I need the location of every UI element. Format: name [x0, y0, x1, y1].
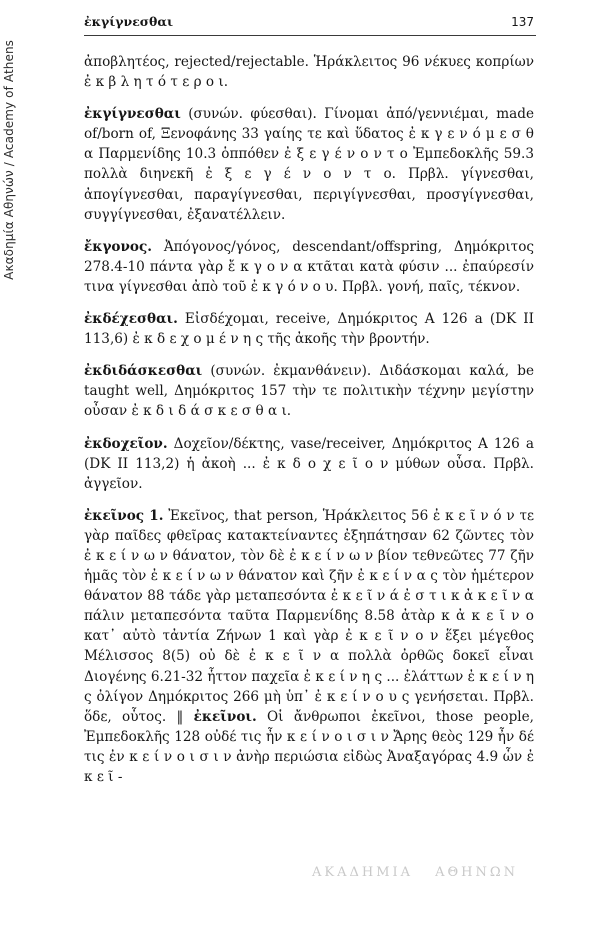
entry-text: Εἰσδέχομαι, receive, Δημόκριτος Α 126 a (DK II 113,6) ἐ κ δ ε χ ο μ έ ν η ς τῆς ἀκοῆς τὴν βροντήν.: [84, 311, 534, 348]
entry-text: Δοχεῖον/δέκτης, vase/receiver, Δημόκριτος Α 126 a (DK II 113,2) ἡ ἀκοὴ ... ἐ κ δ ο χ ε ῖ ο ν μύθων οὖσα. Πρβλ. ἀγγεῖον.: [84, 435, 534, 492]
entry-text: Ἐκεῖνος, that person, Ἡράκλειτος 56 ἐ κ ε ῖ ν ό ν τε γὰρ παῖδες φθεῖρας κατακτείναντες ἐξηπάτησαν 62 ζῶντες τὸν ἐ κ ε ί ν ω ν θάνατον, τὸν δὲ ἐ κ ε ί ν ω ν βίον τεθνεῶτες 77 ζῆν ἡμᾶς τὸν ἐ κ ε ί ν ω ν θάνατον καὶ ζῆν ἐ κ ε ί ν α ς τὸν ἡμέτερον θάνατον 88 τάδε γὰρ μεταπεσόντα ἐ κ ε ῖ ν ά ἐ σ τ ι κ ἀ κ ε ῖ ν α πάλιν μεταπεσόντα ταῦτα Παρμενίδης 8.58 ἀτὰρ κ ἀ κ ε ῖ ν ο κατ᾽ αὐτὸ τἀντία Ζήνων 1 καὶ γὰρ ἐ κ ε ῖ ν ο ν ἕξει μέγεθος Μέλισσος 8(5) οὐ δὲ ἐ κ ε ῖ ν α πολλὰ ὀρθῶς δοκεῖ εἶναι Διογένης 6.21-32 ἧττον παχεῖα ἐ κ ε ί ν η ς ... ἐλάττων ἐ κ ε ί ν η ς ὀλίγον Δημόκριτος 266 μὴ ὑπ᾽ ἐ κ ε ί ν ο υ ς γενήσεται. Πρβλ. ὅδε, οὗτος. ‖: [84, 507, 535, 725]
entry-ekgignesthai: [84, 104, 534, 225]
dictionary-body: [84, 52, 534, 799]
watermark: [312, 865, 540, 880]
page-number: 137: [511, 15, 534, 29]
entry-ekdechesthai: [84, 309, 534, 349]
running-head: [84, 14, 534, 32]
watermark-right: ΑΘΗΝΩΝ: [435, 865, 518, 880]
watermark-left: ΑΚΑΔΗΜΙΑ: [312, 865, 414, 880]
headword: ἐκδιδάσκεσθαι: [84, 363, 203, 380]
entry-ekgonos: [84, 237, 534, 297]
entry-text: Ἀπόγονος/γόνος, descendant/offspring, Δημόκριτος 278.4-10 πάντα γὰρ ἔ κ γ ο ν α κτᾶται κατὰ φύσιν ... ἐπαύρεσίν τινα γίγνεσθαι ἀπὸ τοῦ ἐ κ γ ό ν ο υ. Πρβλ. γονή, παῖς, τέκνον.: [84, 238, 534, 295]
headword: ἐκγίγνεσθαι: [84, 106, 181, 123]
entry-text: (συνών. ἐκμανθάνειν). Διδάσκομαι καλά, be taught well, Δημόκριτος 157 τὴν τε πολιτικὴν τέχνην μεγίστην οὖσαν ἐ κ δ ι δ ά σ κ ε σ θ α ι.: [84, 363, 534, 420]
headword: ἐκδοχεῖον.: [84, 435, 168, 452]
running-head-word: ἐκγίγνεσθαι: [84, 14, 174, 29]
headword: ἐκεῖνος 1.: [84, 507, 164, 524]
continued-entry-fragment: ἀποβλητέος, rejected/rejectable. Ἡράκλειτος 96 νέκυες κοπρίων ἐ κ β λ η τ ό τ ε ρ ο ι.: [84, 54, 534, 91]
archive-side-label: Ακαδημία Αθηνών / Academy of Athens: [2, 40, 16, 280]
header-rule: [84, 35, 536, 36]
headword: ἔκγονος.: [84, 238, 153, 255]
headword: ἐκεῖνοι.: [193, 708, 257, 725]
entry-ekdocheion: [84, 434, 534, 494]
headword: ἐκδέχεσθαι.: [84, 311, 178, 328]
entry-ekdidaskesthai: [84, 361, 534, 421]
entry-text: Οἱ ἄνθρωποι ἐκεῖνοι, those people, Ἐμπεδοκλῆς 128 οὐδέ τις ἦν κ ε ί ν ο ι σ ι ν Ἄρης θεὸς 129 ἦν δέ τις ἐν κ ε ί ν ο ι σ ι ν ἀνὴρ περιώσια εἰδὼς Ἀναξαγόρας 4.9 ὧν ἐ κ ε ῖ -: [84, 708, 534, 785]
entry-text: (συνών. φύεσθαι). Γίνομαι ἀπό/γεννιέμαι, made of/born of, Ξενοφάνης 33 γαίης τε καὶ ὕδατος ἐ κ γ ε ν ό μ ε σ θ α Παρμενίδης 10.3 ὁππόθεν ἐ ξ ε γ έ ν ο ν τ ο Ἐμπεδοκλῆς 59.3 πολλὰ διηνεκῆ ἐ ξ ε γ έ ν ο ν τ ο. Πρβλ. γίγνεσθαι, ἀπογίγνεσθαι, παραγίγνεσθαι, περιγίγνεσθαι, προσγίγνεσθαι, συγγίγνεσθαι, ἐξανατέλλειν.: [84, 106, 534, 223]
entry-ekeinos: [84, 506, 534, 787]
